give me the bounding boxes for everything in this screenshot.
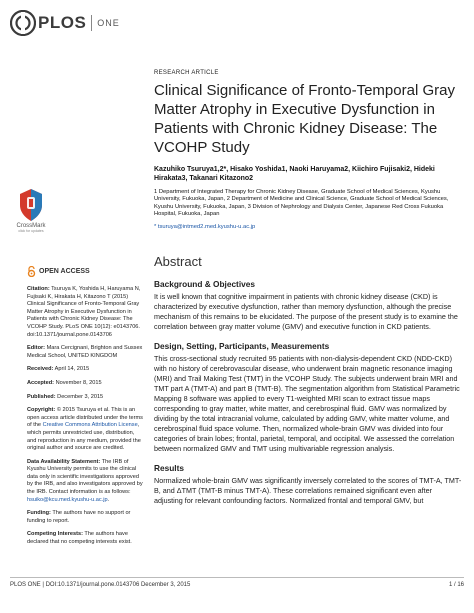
published-label: Published:: [27, 393, 56, 400]
published-block: [27, 394, 143, 402]
corresponding-email-link[interactable]: * tsuruya@intmed2.med.kyushu-u.ac.jp: [154, 223, 256, 230]
abstract-heading: Abstract: [154, 253, 202, 269]
background-paragraph: It is well known that cognitive impairment in patients with chronic kidney disease (CKD) is characterized by executive dysfunction, rather than memory dysfunction, although the precise mechanism of this remains to be elucidated. The purpose of the present study is to examine the correlation between gray matter volume (GMV) and executive function in CKD patients.: [154, 291, 458, 331]
results-paragraph: Normalized whole-brain GMV was significantly inversely correlated to the scores of TMT-A, TMT-B, and ΔTMT (TMT-B minus TMT-A). These correlations remained significant even after adjusting for relevant confounding factors. Normalized frontal and temporal GMV, but: [154, 475, 462, 505]
copyright-label: Copyright:: [27, 407, 56, 414]
data-availability-text: The IRB of Kyushu University permits to use the clinical data only in scientific investigations approved by the IRB, and also investigators approved by the IRB. Contact information is as follows:: [27, 458, 143, 496]
funding-block: [27, 510, 143, 525]
copyright-block: [27, 407, 143, 453]
accepted-block: [27, 380, 143, 388]
plos-one-logo: [10, 10, 120, 36]
logo-divider: [91, 15, 92, 31]
published-date: December 3, 2015: [55, 393, 104, 400]
data-availability-block: [27, 459, 143, 505]
data-availability-end: .: [107, 496, 110, 503]
received-block: [27, 366, 143, 374]
crossmark-label: CrossMark: [16, 223, 46, 229]
competing-interests-text: The authors have declared that no competing interests exist.: [27, 531, 132, 546]
article-title: Clinical Significance of Fronto-Temporal Gray Matter Atrophy in Executive Dysfunction in Patients with Chronic Kidney Disease: The VCOHP Study: [154, 82, 455, 156]
article-type: RESEARCH ARTICLE: [154, 70, 219, 76]
logo-subtitle: ONE: [97, 18, 120, 28]
footer-citation: PLOS ONE | DOI:10.1371/journal.pone.0143706 December 3, 2015: [10, 582, 191, 588]
editor-block: [27, 345, 143, 360]
editor-text: Mara Cercignani, Brighton and Sussex Medical School, UNITED KINGDOM: [27, 345, 143, 359]
design-heading: Design, Setting, Participants, Measurements: [154, 340, 330, 351]
funding-text: The authors have no support or funding to report.: [27, 510, 131, 524]
license-link[interactable]: Creative Commons Attribution License: [42, 422, 138, 429]
footer-divider: [10, 577, 464, 578]
competing-interests-label: Competing Interests:: [27, 531, 83, 538]
results-heading: Results: [154, 462, 184, 473]
logo-text: PLOS: [38, 13, 87, 32]
author-list: Kazuhiko Tsuruya1,2*, Hisako Yoshida1, Naoki Haruyama2, Kiichiro Fujisaki2, Hideki Hirakata3, Takanari Kitazono2: [154, 166, 435, 182]
accepted-label: Accepted:: [27, 379, 55, 386]
funding-label: Funding:: [27, 510, 51, 517]
open-access-label: OPEN ACCESS: [39, 267, 90, 275]
plos-logo-icon: [10, 10, 36, 36]
crossmark-sub: click for updates: [18, 229, 44, 233]
citation-label: Citation:: [27, 286, 50, 292]
data-availability-label: Data Availability Statement:: [27, 458, 101, 465]
affiliations: 1 Department of Integrated Therapy for Chronic Kidney Disease, Graduate School of Medical Sciences, Kyushu University, Fukuoka, Japan, 2 Department of Medicine and Clinical Science, Graduate School of Medical Sciences, Kyushu University, Fukuoka, Japan, 3 Division of Nephrology and Dialysis Center, Japanese Red Cross Fukuoka Hospital, Fukuoka, Japan: [154, 189, 449, 218]
citation-text: Tsuruya K, Yoshida H, Haruyama N, Fujisaki K, Hirakata H, Kitazono T (2015) Clinical Significance of Fronto-Temporal Gray Matter Atrophy in Executive Dysfunction in Patients with Chronic Kidney Disease: The VCOHP Study. PLoS ONE 10(12): e0143706. doi:10.1371/journal.pone.0143706: [27, 286, 141, 338]
page-number: 1 / 16: [448, 582, 464, 588]
article-sidebar: [27, 266, 143, 553]
article-main: [154, 70, 462, 515]
contact-email-link[interactable]: hsuiko@kcu.med.kyushu-u.ac.jp: [27, 496, 108, 503]
received-label: Received:: [27, 366, 54, 373]
copyright-text: © 2015 Tsuruya et al. This is an open access article distributed under the terms of the: [27, 407, 143, 429]
copyright-text-end: , which permits unrestricted use, distribution, and reproduction in any medium, provided the original author and source are credited.: [27, 422, 141, 452]
accepted-date: November 8, 2015: [54, 379, 102, 386]
received-date: April 14, 2015: [53, 366, 90, 373]
crossmark-badge[interactable]: [14, 188, 48, 233]
competing-interests-block: [27, 531, 143, 546]
editor-label: Editor:: [27, 345, 46, 352]
design-paragraph: This cross-sectional study recruited 95 patients with non-dialysis-dependent CKD (NDD-CKD) with no history of cerebrovascular disease, who underwent brain magnetic resonance imaging (MRI) and Trail Making Test (TMT) in the VCOHP Study. The subjects underwent brain MRI and TMT part A (TMT-A) and part B (TMT-B). The segmentation algorithm from Statistical Parametric Mapping 8 software was applied to every T1-weighted MRI scan to extract tissue maps corresponding to gray matter, white matter, and cerebrospinal fluid. GMV was normalized by dividing by the total intracranial volume, calculated by adding GMV, white matter volume, and cerebrospinal fluid space volume. Then, normalized whole-brain GMV was divided into four categories of brain lobes; frontal, parietal, temporal, and occipital. We assessed the correlation between normalized GMV and TMT using multivariable regression analysis.: [154, 353, 460, 453]
citation-block: [27, 286, 143, 339]
open-access-badge: [27, 266, 143, 277]
open-lock-icon: [27, 266, 36, 277]
background-heading: Background & Objectives: [154, 278, 255, 289]
crossmark-icon: [18, 188, 44, 222]
